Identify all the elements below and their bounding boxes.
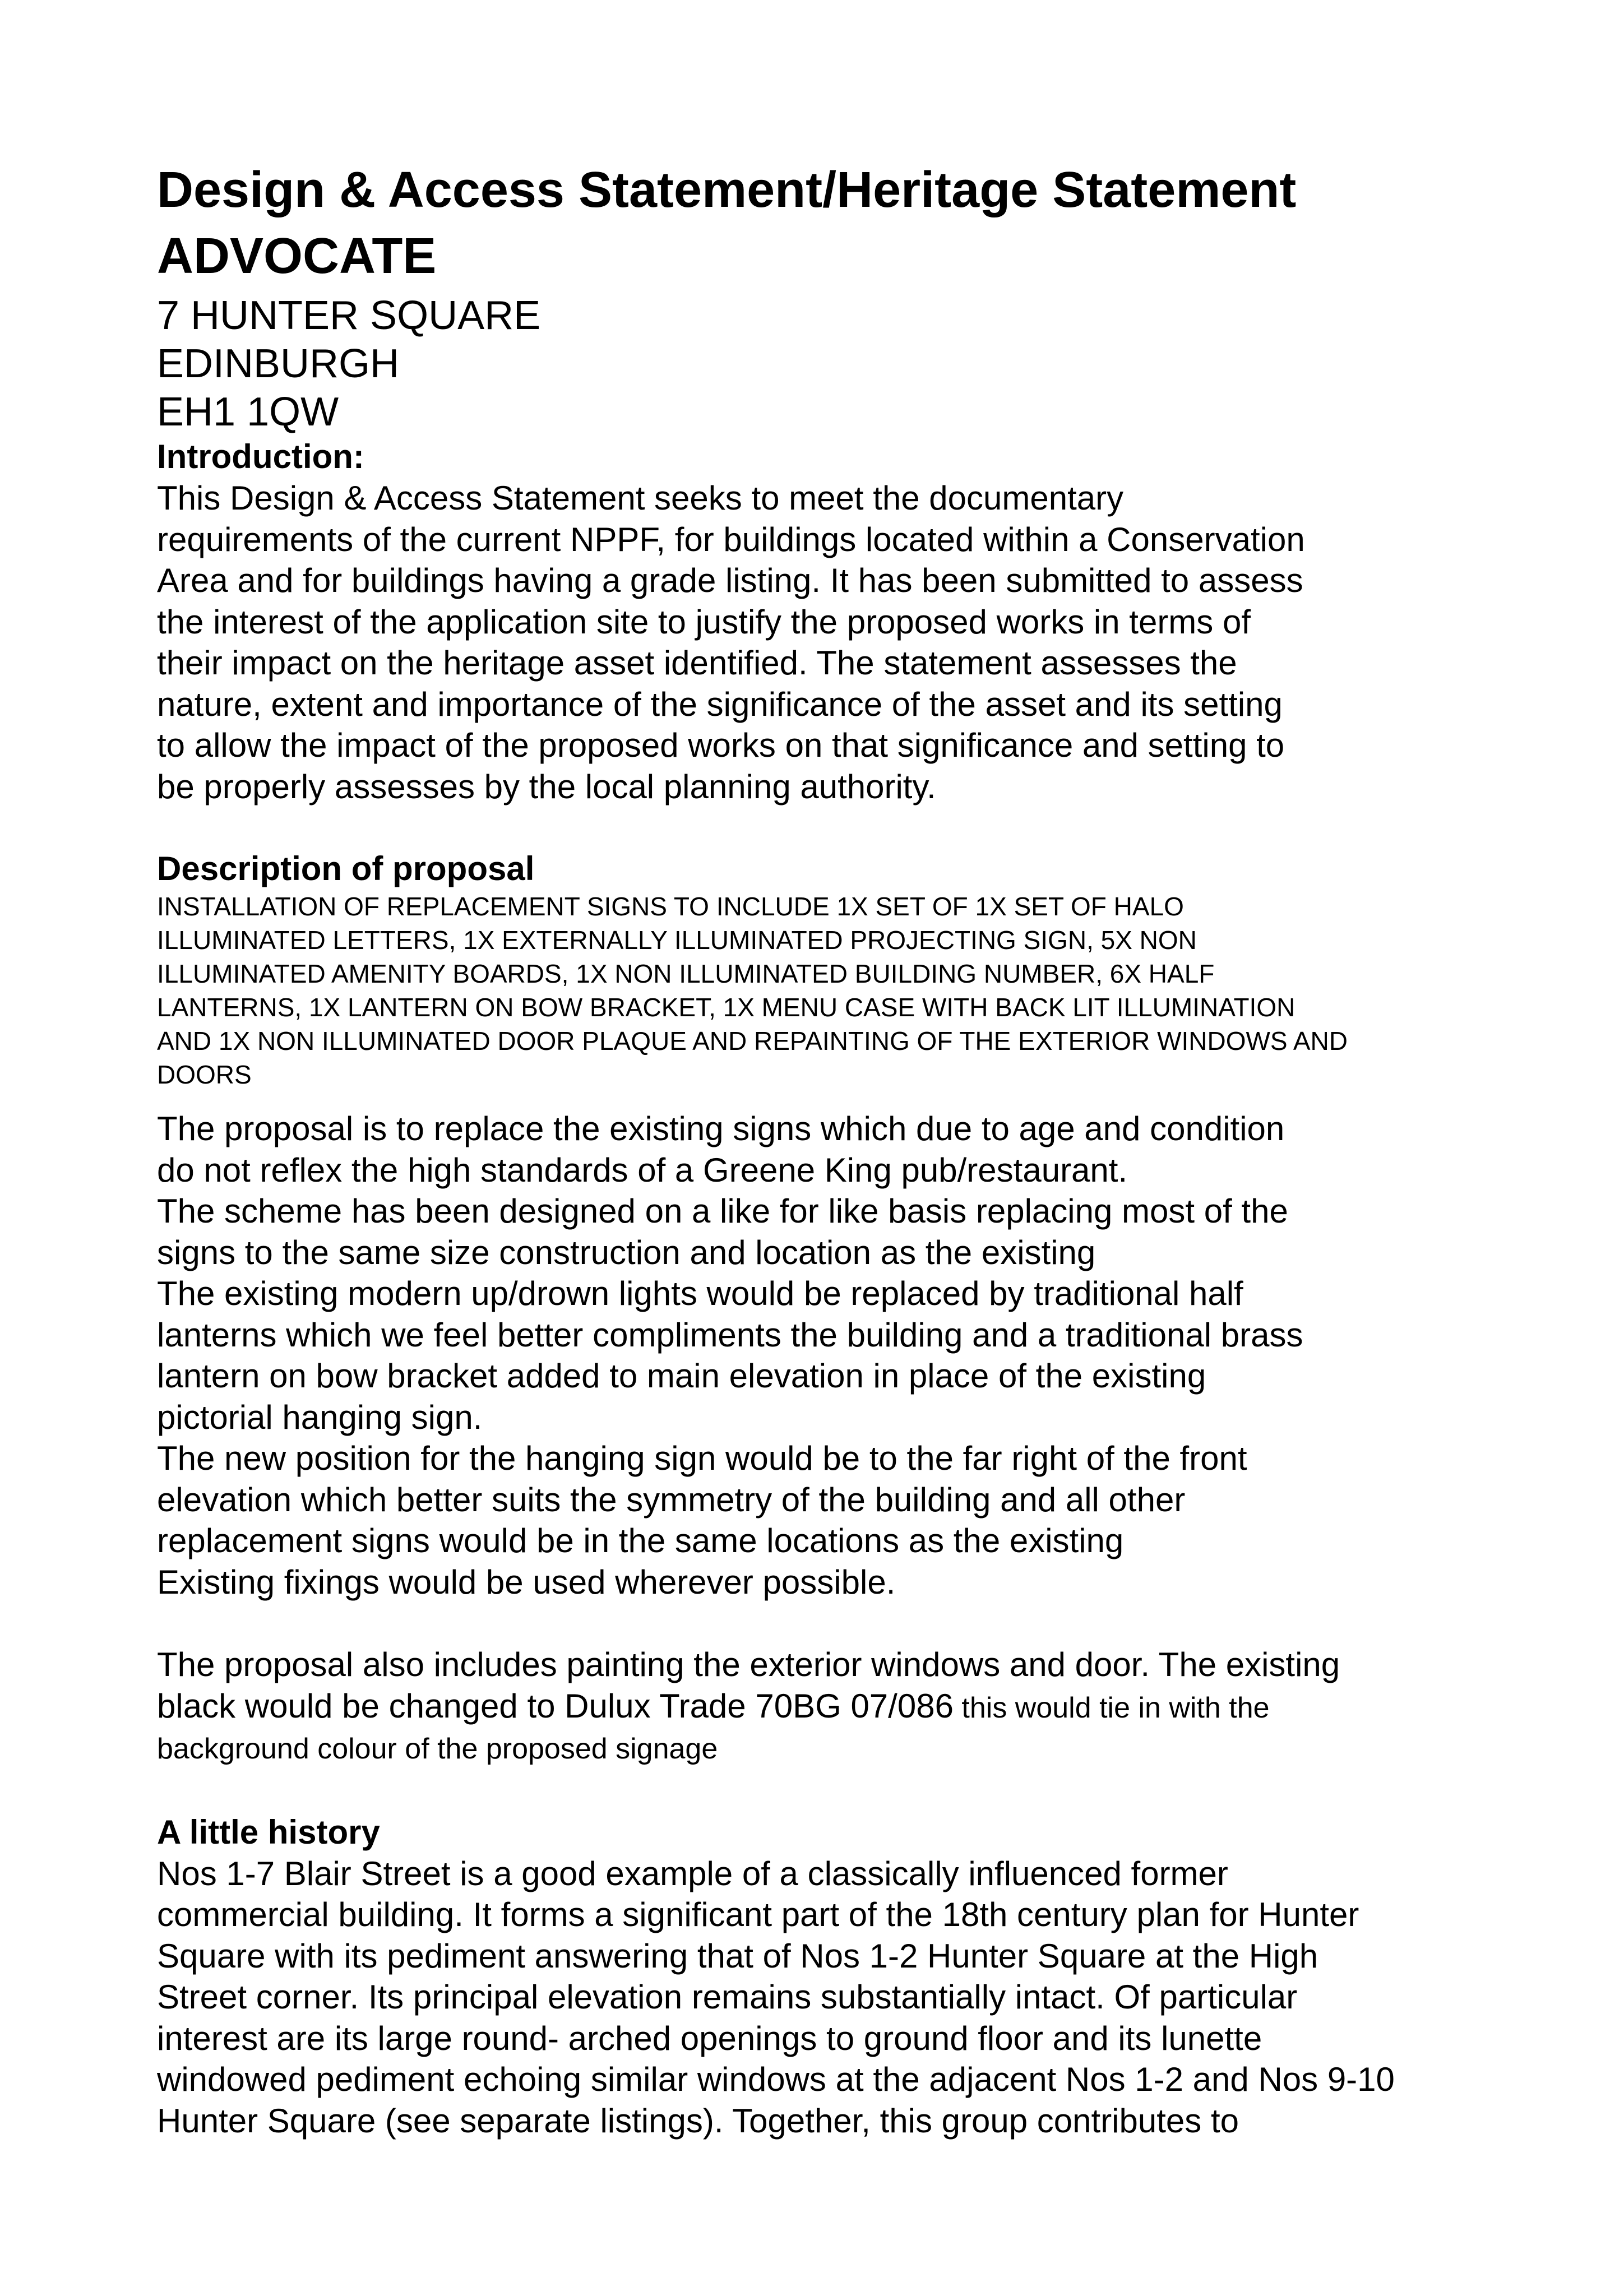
document-subtitle: ADVOCATE [157, 228, 437, 284]
document-page [157, 157, 1469, 2141]
body-line: interest are its large round- arched openings to ground floor and its lunette [157, 2019, 1262, 2057]
body-line: requirements of the current NPPF, for buildings located within a Conservation [157, 520, 1305, 558]
body-line: do not reflex the high standards of a Greene King pub/restaurant. [157, 1151, 1128, 1189]
caps-line: AND 1X NON ILLUMINATED DOOR PLAQUE AND REPAINTING OF THE EXTERIOR WINDOWS AND [157, 1026, 1348, 1056]
body-line: pictorial hanging sign. [157, 1398, 483, 1436]
body-line: Area and for buildings having a grade listing. It has been submitted to assess [157, 562, 1303, 599]
section-heading: A little history [157, 1813, 380, 1851]
body-line: signs to the same size construction and location as the existing [157, 1233, 1096, 1271]
body-line: their impact on the heritage asset identified. The statement assesses the [157, 644, 1237, 682]
caps-line: ILLUMINATED LETTERS, 1X EXTERNALLY ILLUMINATED PROJECTING SIGN, 5X NON [157, 925, 1197, 955]
section-heading: Description of proposal [157, 850, 535, 887]
body-line: Street corner. Its principal elevation remains substantially intact. Of particular [157, 1978, 1298, 2016]
body-line: Nos 1-7 Blair Street is a good example of a classically influenced former [157, 1854, 1228, 1892]
history-section [157, 1812, 1469, 2142]
body-line: background colour of the proposed signage [157, 1733, 718, 1765]
body-line: This Design & Access Statement seeks to meet the documentary [157, 479, 1124, 517]
section-heading: Introduction: [157, 438, 364, 475]
body-line: The proposal also includes painting the exterior windows and door. The existing [157, 1646, 1340, 1683]
body-line: lantern on bow bracket added to main elevation in place of the existing [157, 1357, 1206, 1395]
body-line: be properly assesses by the local planning authority. [157, 767, 936, 806]
body-line: commercial building. It forms a significant part of the 18th century plan for Hunter [157, 1896, 1359, 1933]
caps-line: INSTALLATION OF REPLACEMENT SIGNS TO INCLUDE 1X SET OF 1X SET OF HALO [157, 892, 1184, 921]
body-line: lanterns which we feel better compliments the building and a traditional brass [157, 1316, 1303, 1354]
address-block [157, 291, 1469, 436]
proposal-section [157, 848, 1469, 1770]
body-line: Existing fixings would be used wherever possible. [157, 1563, 896, 1601]
body-line: The proposal is to replace the existing signs which due to age and condition [157, 1110, 1285, 1147]
body-line: windowed pediment echoing similar windows at the adjacent Nos 1-2 and Nos 9-10 [157, 2061, 1395, 2098]
body-line: the interest of the application site to justify the proposed works in terms of [157, 603, 1251, 641]
introduction-section [157, 436, 1469, 807]
body-line: The new position for the hanging sign would be to the far right of the front [157, 1439, 1247, 1477]
body-line: Square with its pediment answering that of Nos 1-2 Hunter Square at the High [157, 1937, 1318, 1975]
caps-line: DOORS [157, 1060, 252, 1089]
body-line: Hunter Square (see separate listings). Together, this group contributes to [157, 2101, 1239, 2140]
body-line: The existing modern up/drown lights would be replaced by traditional half [157, 1275, 1243, 1312]
body-line: The scheme has been designed on a like for like basis replacing most of the [157, 1192, 1288, 1230]
document-title: Design & Access Statement/Heritage Statement [157, 162, 1297, 218]
body-line: elevation which better suits the symmetry of the building and all other [157, 1480, 1186, 1519]
body-line: replacement signs would be in the same locations as the existing [157, 1522, 1124, 1559]
address-line: 7 HUNTER SQUARE [157, 293, 541, 338]
body-line: to allow the impact of the proposed works on that significance and setting to [157, 726, 1285, 764]
body-line [157, 1686, 1469, 1729]
paint-main-text: black would be changed to Dulux Trade 70BG 07/086 [157, 1687, 954, 1725]
caps-line: ILLUMINATED AMENITY BOARDS, 1X NON ILLUMINATED BUILDING NUMBER, 6X HALF [157, 959, 1215, 988]
caps-line: LANTERNS, 1X LANTERN ON BOW BRACKET, 1X MENU CASE WITH BACK LIT ILLUMINATION [157, 993, 1296, 1022]
address-line: EDINBURGH [157, 341, 400, 386]
paint-small-text: this would tie in with the [953, 1691, 1270, 1724]
address-line: EH1 1QW [157, 390, 339, 434]
body-line: nature, extent and importance of the significance of the asset and its setting [157, 685, 1283, 723]
